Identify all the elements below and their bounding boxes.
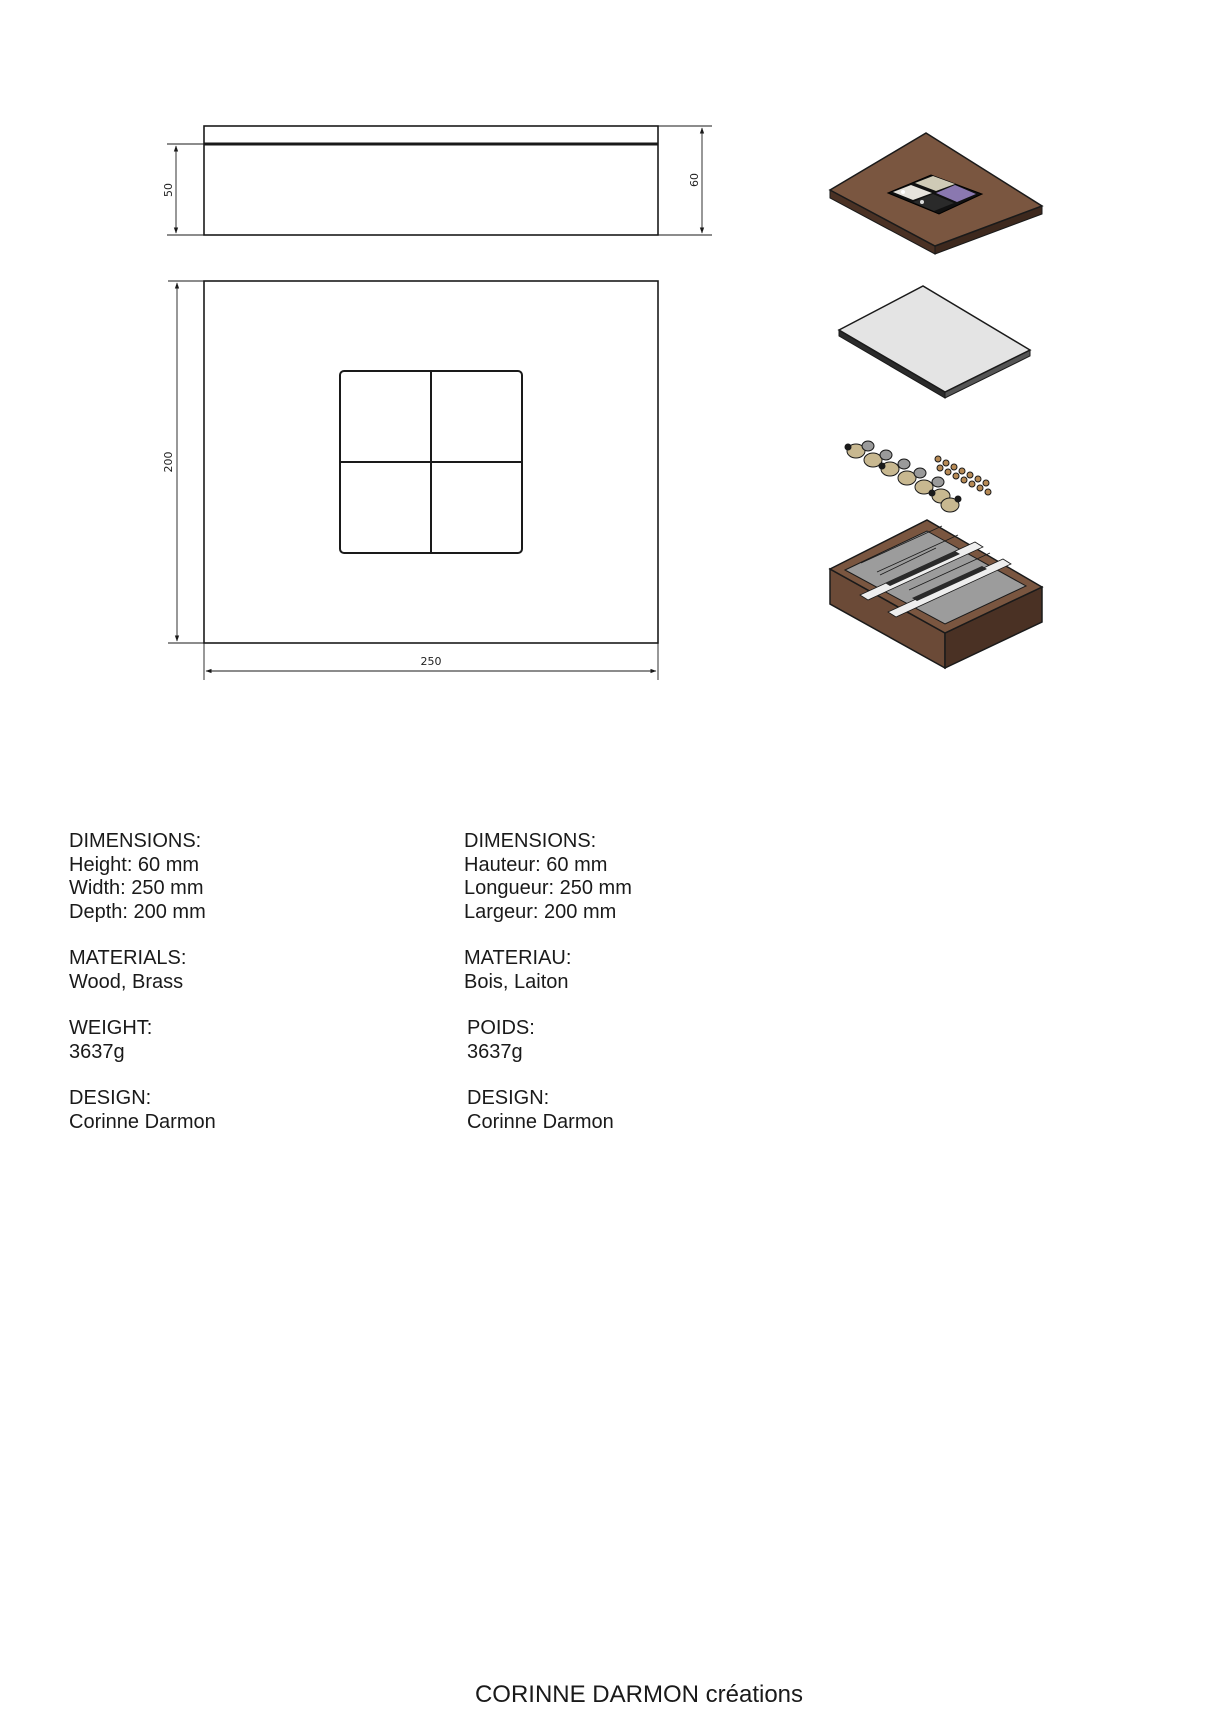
height-value-fr: Hauteur: 60 mm	[464, 853, 608, 876]
dimensions-section	[69, 830, 216, 924]
weight-value: 3637g	[69, 1040, 125, 1063]
width-value-fr: Longueur: 250 mm	[464, 877, 632, 899]
materials-heading-fr: MATERIAU:	[464, 947, 572, 969]
depth-value-fr: Largeur: 200 mm	[464, 900, 617, 923]
weight-section-fr	[464, 1017, 632, 1064]
isometric-tray-illustration	[830, 520, 1042, 668]
dimension-label-60: 60	[688, 173, 701, 187]
isometric-panel-illustration	[839, 286, 1030, 398]
materials-value-fr: Bois, Laiton	[464, 970, 569, 993]
isometric-lid-illustration	[830, 133, 1042, 254]
technical-drawing	[0, 0, 1228, 760]
isometric-brass-pieces-illustration	[845, 441, 991, 512]
materials-heading: MATERIALS:	[69, 947, 187, 969]
dimensions-heading: DIMENSIONS:	[69, 830, 202, 852]
design-heading: DESIGN:	[69, 1087, 152, 1109]
design-section-fr	[464, 1087, 632, 1134]
weight-section	[69, 1017, 216, 1064]
top-plan-view	[168, 281, 658, 680]
designer-value: Corinne Darmon	[69, 1110, 216, 1133]
dimensions-section-fr	[464, 830, 632, 924]
brand-text: CORINNE DARMON créations	[474, 1681, 804, 1708]
specs-french	[464, 830, 632, 1157]
dimension-label-50: 50	[162, 183, 175, 197]
materials-section-fr	[464, 947, 632, 994]
dimension-label-200: 200	[162, 451, 175, 473]
specs-english	[69, 830, 216, 1157]
dimension-label-250: 250	[420, 655, 442, 668]
height-value: Height: 60 mm	[69, 853, 200, 876]
footer-brand	[0, 1681, 1228, 1709]
weight-value-fr: 3637g	[467, 1040, 523, 1063]
materials-section	[69, 947, 216, 994]
design-heading-fr: DESIGN:	[467, 1087, 550, 1109]
weight-heading: WEIGHT:	[69, 1017, 153, 1039]
depth-value: Depth: 200 mm	[69, 900, 206, 923]
designer-value-fr: Corinne Darmon	[467, 1110, 614, 1133]
side-elevation-view	[167, 126, 712, 235]
dimensions-heading-fr: DIMENSIONS:	[464, 830, 597, 852]
design-section	[69, 1087, 216, 1134]
width-value: Width: 250 mm	[69, 877, 204, 899]
weight-heading-fr: POIDS:	[467, 1017, 535, 1039]
materials-value: Wood, Brass	[69, 970, 184, 993]
